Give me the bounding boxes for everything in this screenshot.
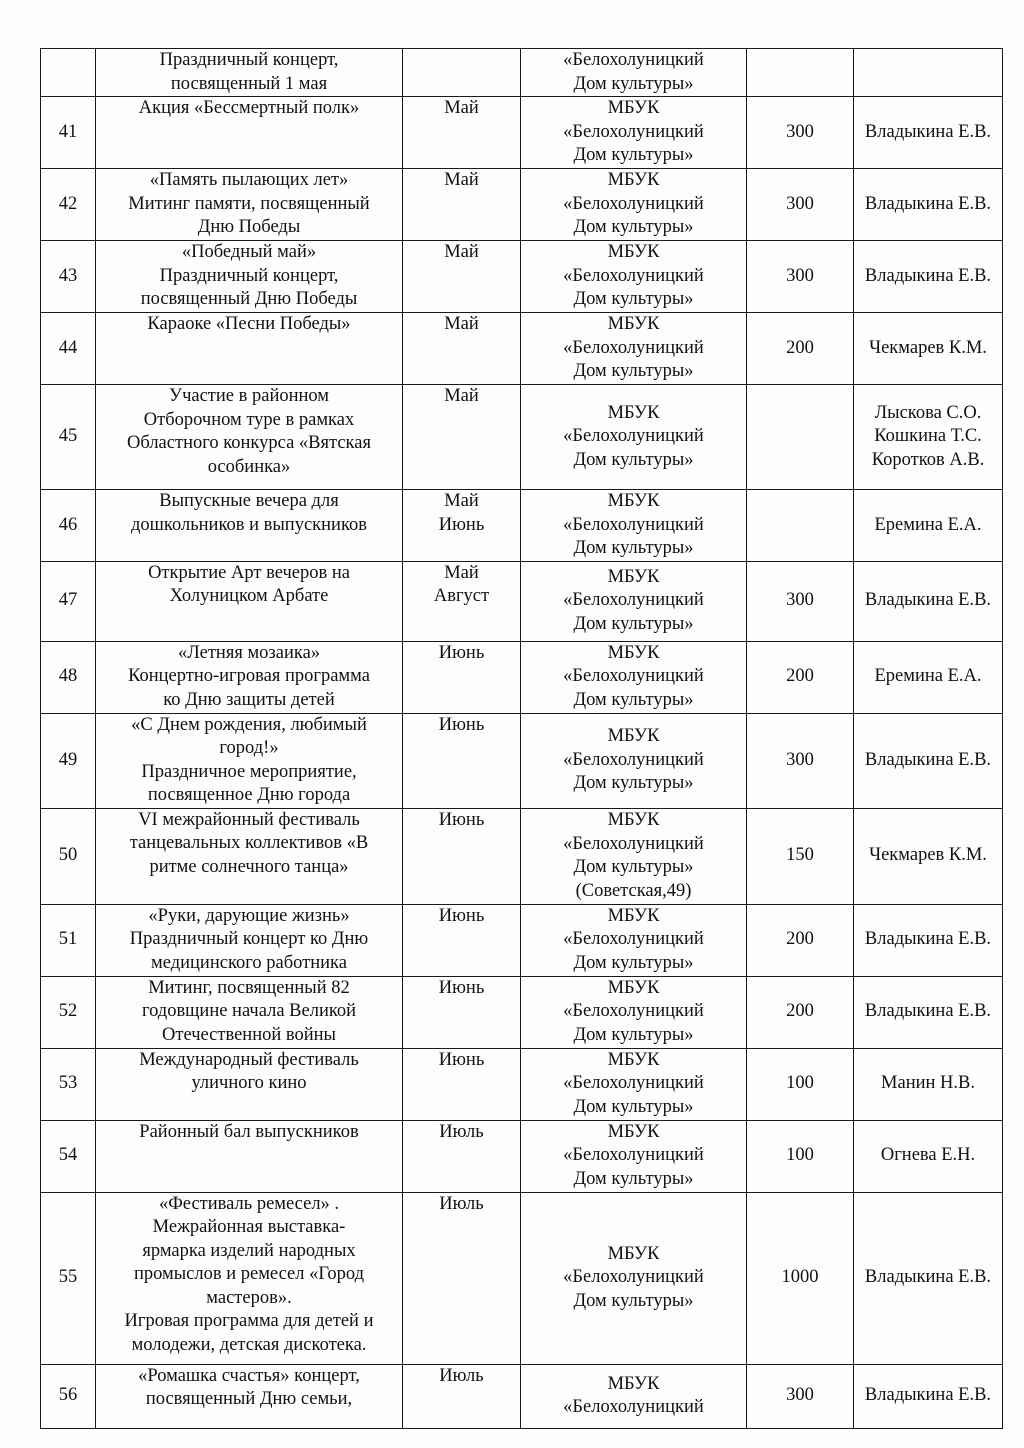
row-number-cell: 45: [41, 385, 96, 490]
event-month-cell: [403, 976, 521, 1048]
event-venue-line: «Белохолуницкий: [563, 833, 704, 854]
responsible-person-cell: [854, 313, 1003, 385]
event-venue-cell: [521, 313, 747, 385]
table-row: [41, 976, 1003, 1048]
event-month-line: Июнь: [438, 642, 485, 663]
event-month-line: Июль: [439, 1193, 484, 1214]
responsible-person-cell: [854, 1192, 1003, 1364]
event-venue-line: МБУК: [607, 726, 660, 747]
table-row: [41, 49, 1003, 97]
row-number-cell: 47: [41, 561, 96, 641]
event-venue-line: «Белохолуницкий: [563, 337, 704, 358]
responsible-person-cell: [854, 385, 1003, 490]
event-venue-cell: [521, 241, 747, 313]
event-name-cell: [96, 1192, 403, 1364]
event-name-line: посвященный 1 мая: [170, 73, 328, 94]
responsible-person-line: Владыкина Е.В.: [864, 193, 992, 214]
event-name-line: Холуницком Арбате: [169, 586, 329, 606]
row-number-cell: 51: [41, 904, 96, 976]
event-venue-cell: [521, 808, 747, 904]
event-name-line: промыслов и ремесел «Город: [133, 1264, 365, 1284]
event-name-line: Митинг памяти, посвященный: [128, 193, 370, 214]
event-name-cell: [96, 1048, 403, 1120]
event-venue-cell: [521, 97, 747, 169]
table-row: [41, 561, 1003, 641]
event-venue-cell: [521, 1364, 747, 1428]
event-venue-line: Дом культуры»: [573, 217, 694, 238]
event-name-cell: [96, 713, 403, 808]
event-name-line: молодежи, детская дискотека.: [131, 1334, 367, 1355]
event-name-cell: [96, 385, 403, 490]
event-name-cell: [96, 1120, 403, 1192]
event-name-line: Игровая программа для детей и: [124, 1311, 374, 1331]
event-name-line: «Ромашка счастья» концерт,: [138, 1365, 360, 1386]
event-month-cell: [403, 169, 521, 241]
event-venue-line: Дом культуры»: [573, 1096, 694, 1117]
event-month-line: Май: [444, 170, 479, 190]
event-venue-line: «Белохолуницкий: [563, 514, 704, 535]
event-name-cell: [96, 241, 403, 313]
event-name-line: дошкольников и выпускников: [131, 514, 367, 535]
event-month-line: Июнь: [438, 514, 485, 535]
event-name-line: годовщине начала Великой: [141, 1001, 357, 1021]
event-venue-line: Дом культуры»: [573, 73, 694, 94]
event-venue-line: «Белохолуницкий: [563, 193, 704, 214]
table-row: [41, 97, 1003, 169]
event-month-line: Май: [444, 491, 479, 511]
responsible-person-line: Коротков А.В.: [871, 449, 985, 470]
responsible-person-line: Еремина Е.А.: [874, 514, 982, 535]
event-name-line: Международный фестиваль: [139, 1049, 359, 1070]
event-name-line: посвященный Дню Победы: [140, 289, 358, 309]
event-name-line: Участие в районном: [168, 386, 330, 406]
event-venue-line: «Белохолуницкий: [563, 929, 704, 950]
table-row: [41, 385, 1003, 490]
event-name-line: Праздничное мероприятие,: [141, 761, 357, 782]
responsible-person-cell: [854, 241, 1003, 313]
responsible-person-cell: [854, 97, 1003, 169]
row-number-cell: 42: [41, 169, 96, 241]
responsible-person-cell: [854, 1364, 1003, 1428]
event-name-line: уличного кино: [191, 1073, 307, 1093]
attendance-count-cell: 300: [747, 713, 854, 808]
attendance-count-cell: 1000: [747, 1192, 854, 1364]
responsible-person-cell: [854, 713, 1003, 808]
event-venue-line: МБУК: [607, 642, 660, 663]
event-venue-line: Дом культуры»: [573, 449, 694, 470]
event-venue-line: «Белохолуницкий: [563, 590, 704, 611]
event-venue-line: МБУК: [607, 905, 660, 926]
row-number-cell: 41: [41, 97, 96, 169]
event-name-cell: [96, 1364, 403, 1428]
attendance-count-cell: 300: [747, 561, 854, 641]
event-venue-line: (Советская,49): [575, 880, 692, 901]
responsible-person-line: Огнева Е.Н.: [880, 1145, 976, 1166]
row-number-cell: 50: [41, 808, 96, 904]
event-name-cell: [96, 97, 403, 169]
event-venue-line: «Белохолуницкий: [563, 1073, 704, 1094]
attendance-count-cell: 300: [747, 1364, 854, 1428]
row-number-cell: 52: [41, 976, 96, 1048]
event-venue-line: Дом культуры»: [573, 1024, 694, 1045]
event-venue-line: «Белохолуницкий: [563, 121, 704, 142]
events-table-body: [41, 49, 1003, 1429]
event-venue-cell: [521, 169, 747, 241]
attendance-count-cell: 100: [747, 1048, 854, 1120]
responsible-person-cell: [854, 904, 1003, 976]
event-venue-line: Дом культуры»: [573, 1290, 694, 1311]
responsible-person-cell: [854, 1120, 1003, 1192]
event-name-line: посвященный Дню семьи,: [145, 1389, 353, 1409]
event-name-line: Праздничный концерт,: [159, 265, 339, 286]
event-name-cell: [96, 169, 403, 241]
event-month-cell: [403, 561, 521, 641]
event-name-line: ярмарка изделий народных: [142, 1240, 356, 1261]
event-month-line: Май: [444, 314, 479, 334]
event-name-line: «Фестиваль ремесел» .: [158, 1193, 340, 1214]
event-name-line: Отечественной войны: [162, 1024, 336, 1045]
table-row: [41, 713, 1003, 808]
event-name-cell: [96, 904, 403, 976]
event-venue-line: Дом культуры»: [573, 952, 694, 973]
event-name-line: Концертно-игровая программа: [128, 666, 370, 686]
attendance-count-cell: [747, 385, 854, 490]
event-name-line: ко Дню защиты детей: [163, 689, 335, 710]
table-row: [41, 1120, 1003, 1192]
event-name-line: Праздничный концерт,: [159, 50, 339, 70]
event-name-line: Межрайонная выставка-: [152, 1217, 346, 1237]
responsible-person-line: Чекмарев К.М.: [869, 845, 987, 866]
attendance-count-cell: 300: [747, 169, 854, 241]
event-name-line: посвященное Дню города: [147, 785, 351, 805]
event-month-line: Май: [444, 242, 479, 262]
event-month-line: Июнь: [438, 714, 485, 735]
event-name-line: VI межрайонный фестиваль: [138, 809, 360, 830]
event-month-cell: [403, 808, 521, 904]
event-month-cell: [403, 97, 521, 169]
event-venue-line: МБУК: [607, 1049, 660, 1070]
attendance-count-cell: 200: [747, 641, 854, 713]
row-number-cell: 56: [41, 1364, 96, 1428]
row-number-cell: 46: [41, 490, 96, 562]
responsible-person-cell: [854, 808, 1003, 904]
event-venue-line: МБУК: [607, 491, 660, 511]
table-row: [41, 490, 1003, 562]
event-month-line: Июнь: [438, 1049, 485, 1070]
event-name-cell: [96, 808, 403, 904]
event-venue-line: МБУК: [607, 810, 660, 830]
event-month-cell: [403, 1048, 521, 1120]
event-venue-cell: [521, 385, 747, 490]
responsible-person-cell: [854, 49, 1003, 97]
event-venue-line: «Белохолуницкий: [563, 666, 704, 687]
table-row: [41, 241, 1003, 313]
event-month-cell: [403, 713, 521, 808]
event-venue-cell: [521, 713, 747, 808]
event-venue-line: МБУК: [607, 1373, 660, 1394]
responsible-person-cell: [854, 976, 1003, 1048]
attendance-count-cell: 200: [747, 904, 854, 976]
event-month-line: Май: [444, 562, 479, 583]
event-month-cell: [403, 385, 521, 490]
event-month-line: Май: [444, 386, 479, 406]
event-name-cell: [96, 49, 403, 97]
event-venue-line: МБУК: [607, 977, 660, 998]
event-venue-line: МБУК: [607, 402, 660, 423]
responsible-person-line: Владыкина Е.В.: [864, 1001, 992, 1022]
event-venue-line: «Белохолуницкий: [563, 749, 704, 770]
table-row: [41, 1364, 1003, 1428]
row-number-cell: [41, 49, 96, 97]
event-venue-line: МБУК: [607, 566, 660, 587]
attendance-count-cell: 200: [747, 313, 854, 385]
responsible-person-line: Еремина Е.А.: [874, 666, 982, 687]
event-month-line: Июнь: [438, 977, 485, 998]
event-venue-cell: [521, 904, 747, 976]
row-number-cell: 54: [41, 1120, 96, 1192]
responsible-person-cell: [854, 1048, 1003, 1120]
responsible-person-line: Владыкина Е.В.: [864, 1385, 992, 1406]
event-venue-line: МБУК: [607, 98, 660, 119]
event-name-line: медицинского работника: [151, 952, 347, 973]
attendance-count-cell: [747, 490, 854, 562]
row-number-cell: 55: [41, 1192, 96, 1364]
event-venue-line: Дом культуры»: [573, 1168, 694, 1189]
event-venue-line: Дом культуры»: [573, 773, 694, 794]
event-venue-line: «Белохолуницкий: [563, 50, 704, 70]
event-venue-cell: [521, 490, 747, 562]
event-venue-line: Дом культуры»: [573, 289, 694, 310]
table-row: [41, 1048, 1003, 1120]
event-name-line: Районный бал выпускников: [139, 1121, 359, 1142]
responsible-person-cell: [854, 561, 1003, 641]
table-row: [41, 641, 1003, 713]
responsible-person-line: Чекмарев К.М.: [869, 337, 987, 358]
event-month-cell: [403, 241, 521, 313]
event-name-line: «Летняя мозаика»: [177, 642, 321, 663]
event-name-line: Дню Победы: [197, 217, 301, 237]
event-name-line: особинка»: [207, 456, 291, 477]
row-number-cell: 49: [41, 713, 96, 808]
event-venue-cell: [521, 641, 747, 713]
event-month-cell: [403, 490, 521, 562]
responsible-person-line: Манин Н.В.: [881, 1073, 975, 1094]
attendance-count-cell: 150: [747, 808, 854, 904]
responsible-person-line: Владыкина Е.В.: [864, 265, 992, 286]
event-month-cell: [403, 1364, 521, 1428]
event-name-line: «Память пылающих лет»: [149, 170, 349, 190]
event-month-cell: [403, 904, 521, 976]
row-number-cell: 53: [41, 1048, 96, 1120]
event-name-cell: [96, 641, 403, 713]
event-venue-line: «Белохолуницкий: [563, 1001, 704, 1022]
event-name-line: танцевальных коллективов «В: [129, 833, 369, 853]
event-venue-line: «Белохолуницкий: [563, 265, 704, 286]
event-venue-line: МБУК: [607, 1121, 660, 1142]
event-name-cell: [96, 976, 403, 1048]
event-name-line: Праздничный концерт ко Дню: [129, 929, 369, 949]
event-venue-line: Дом культуры»: [573, 361, 694, 382]
table-row: [41, 808, 1003, 904]
event-venue-line: Дом культуры»: [573, 857, 694, 877]
event-name-cell: [96, 313, 403, 385]
event-month-cell: [403, 1120, 521, 1192]
event-name-line: Отборочном туре в рамках: [143, 409, 355, 430]
event-month-line: Июль: [439, 1365, 484, 1386]
responsible-person-line: Владыкина Е.В.: [864, 590, 992, 611]
responsible-person-line: Владыкина Е.В.: [864, 121, 992, 142]
event-name-line: Выпускные вечера для: [159, 491, 339, 511]
event-month-cell: [403, 641, 521, 713]
responsible-person-cell: [854, 490, 1003, 562]
event-venue-cell: [521, 1120, 747, 1192]
event-name-line: Областного конкурса «Вятская: [127, 433, 371, 453]
event-name-cell: [96, 490, 403, 562]
event-venue-line: Дом культуры»: [573, 145, 694, 166]
event-name-line: «С Днем рождения, любимый: [131, 714, 367, 735]
event-venue-line: Дом культуры»: [573, 613, 694, 634]
attendance-count-cell: 300: [747, 241, 854, 313]
event-name-line: Караоке «Песни Победы»: [147, 314, 351, 334]
event-month-line: Июль: [439, 1121, 484, 1142]
event-month-line: Июнь: [438, 809, 485, 830]
event-month-cell: [403, 313, 521, 385]
responsible-person-line: Владыкина Е.В.: [864, 1267, 992, 1288]
row-number-cell: 44: [41, 313, 96, 385]
event-month-line: Май: [444, 98, 479, 118]
event-name-cell: [96, 561, 403, 641]
event-name-line: город!»: [219, 738, 279, 758]
event-venue-line: Дом культуры»: [573, 538, 694, 558]
event-name-line: ритме солнечного танца»: [149, 856, 349, 877]
table-row: [41, 1192, 1003, 1364]
event-venue-line: МБУК: [607, 1243, 660, 1264]
row-number-cell: 48: [41, 641, 96, 713]
events-plan-table: [40, 48, 1003, 1429]
event-venue-cell: [521, 561, 747, 641]
attendance-count-cell: 100: [747, 1120, 854, 1192]
event-venue-line: МБУК: [607, 314, 660, 335]
event-name-line: «Руки, дарующие жизнь»: [148, 905, 350, 926]
event-venue-line: МБУК: [607, 242, 660, 263]
event-name-line: мастеров».: [206, 1287, 292, 1308]
responsible-person-line: Владыкина Е.В.: [864, 929, 992, 950]
event-venue-line: «Белохолуницкий: [563, 1145, 704, 1166]
event-venue-cell: [521, 49, 747, 97]
responsible-person-line: Владыкина Е.В.: [864, 749, 992, 770]
table-row: [41, 313, 1003, 385]
event-month-cell: [403, 1192, 521, 1364]
event-month-line: Июнь: [438, 905, 485, 926]
attendance-count-cell: 200: [747, 976, 854, 1048]
row-number-cell: 43: [41, 241, 96, 313]
responsible-person-line: Кошкина Т.С.: [874, 426, 982, 447]
responsible-person-cell: [854, 169, 1003, 241]
event-name-line: «Победный май»: [181, 242, 317, 262]
table-row: [41, 904, 1003, 976]
event-venue-line: «Белохолуницкий: [563, 426, 704, 447]
event-venue-cell: [521, 976, 747, 1048]
responsible-person-cell: [854, 641, 1003, 713]
event-venue-cell: [521, 1192, 747, 1364]
event-month-cell: [403, 49, 521, 97]
event-name-line: Акция «Бессмертный полк»: [138, 98, 360, 118]
event-venue-line: Дом культуры»: [573, 689, 694, 710]
event-month-line: Август: [433, 586, 490, 606]
table-row: [41, 169, 1003, 241]
attendance-count-cell: [747, 49, 854, 97]
attendance-count-cell: 300: [747, 97, 854, 169]
event-venue-line: «Белохолуницкий: [563, 1267, 704, 1288]
event-venue-line: МБУК: [607, 170, 660, 191]
responsible-person-line: Лыскова С.О.: [874, 402, 982, 423]
event-venue-line: «Белохолуницкий: [563, 1397, 704, 1417]
event-venue-cell: [521, 1048, 747, 1120]
event-name-line: Открытие Арт вечеров на: [148, 562, 350, 583]
event-name-line: Митинг, посвященный 82: [148, 977, 350, 998]
